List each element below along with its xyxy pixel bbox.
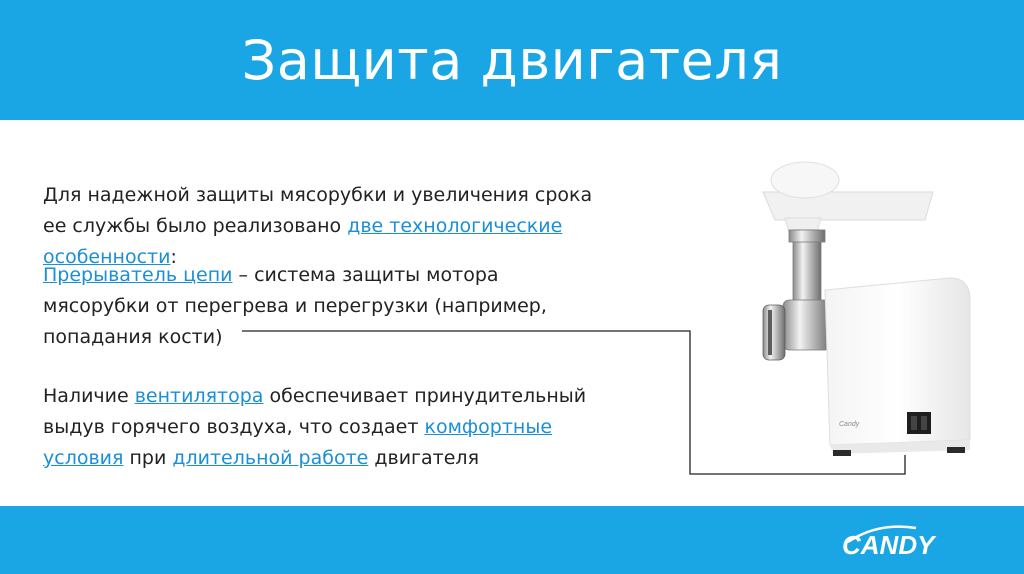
breaker-description: – система защиты мотора мясорубки от перегрева и перегрузки (например, попадания кости)	[43, 264, 547, 348]
fan-text-2: обеспечивает принудительный выдув горячего воздуха, что создает	[43, 385, 587, 438]
fan-text-1: Наличие	[43, 385, 135, 407]
svg-text:CANDY: CANDY	[842, 530, 935, 560]
circuit-breaker-link[interactable]: Прерыватель цепи	[43, 264, 233, 286]
candy-logo	[838, 520, 988, 565]
product-label: Candy	[839, 421, 860, 428]
fan-text-4: двигателя	[368, 447, 480, 469]
intro-text: Для надежной защиты мясорубки и увеличения срока ее службы было реализовано	[43, 184, 593, 237]
long-work-link[interactable]: длительной работе	[172, 447, 369, 469]
features-link[interactable]: две технологические особенности	[43, 215, 563, 268]
fan-text-3: при	[123, 447, 173, 469]
meat-grinder-image	[735, 150, 980, 460]
slide-title: Защита двигателя	[241, 28, 783, 92]
intro-colon: :	[170, 246, 177, 268]
fan-link[interactable]: вентилятора	[134, 385, 264, 407]
comfort-link[interactable]: комфортные условия	[43, 416, 553, 469]
